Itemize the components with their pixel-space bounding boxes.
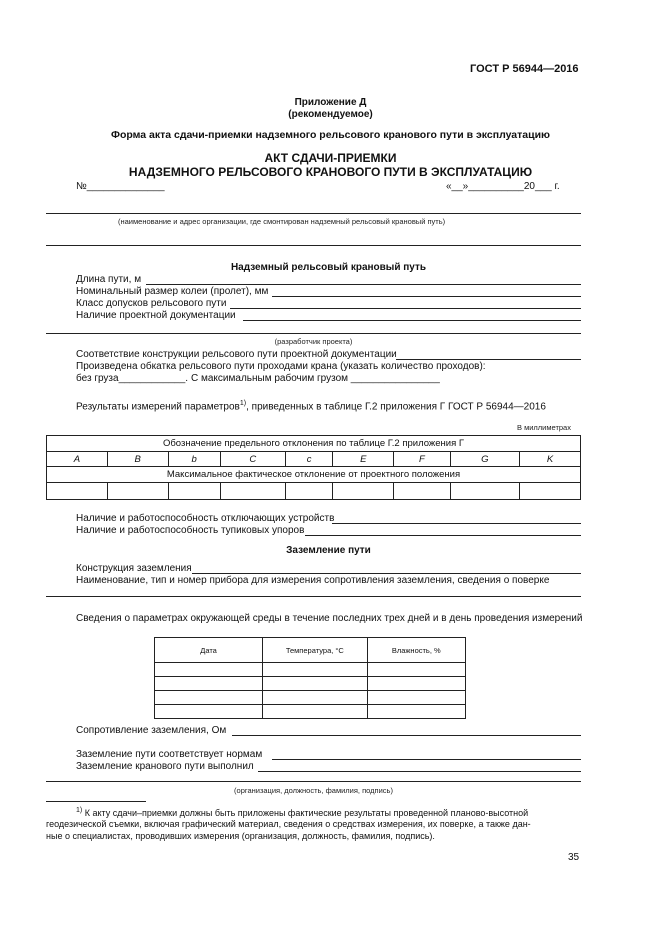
env-col-humidity: Влажность, %	[367, 638, 465, 663]
deviation-subheader: Максимальное фактическое отклонение от проектного положения	[47, 467, 581, 483]
performed-label: Заземление кранового пути выполнил	[76, 761, 254, 772]
appendix-title: Приложение Д	[294, 97, 367, 108]
compliance-label: Соответствие конструкции рельсового пути проектной документации	[76, 349, 397, 360]
env-col-temp: Температура, °С	[263, 638, 367, 663]
env-cell	[367, 691, 465, 705]
org-line-2	[46, 245, 581, 246]
signoff-caption: (организация, должность, фамилия, подпись)	[234, 786, 393, 795]
performed-line	[258, 771, 581, 772]
instrument-label: Наименование, тип и номер прибора для измерения сопротивления заземления, сведения о поверке	[76, 575, 550, 586]
act-title-line1: АКТ СДАЧИ-ПРИЕМКИ	[264, 151, 397, 165]
field-length-line	[146, 284, 581, 285]
value-cell	[520, 483, 581, 500]
act-number: №______________	[76, 181, 165, 192]
act-date: «__»__________20___ г.	[446, 181, 560, 192]
runin-load: С максимальным рабочим грузом ________________	[191, 373, 440, 384]
field-class-line	[230, 308, 581, 309]
devices-line	[332, 523, 581, 524]
col-c-lower: c	[285, 452, 333, 467]
value-cell	[168, 483, 220, 500]
field-gauge-line	[272, 296, 581, 297]
value-cell	[220, 483, 285, 500]
grounding-title: Заземление пути	[286, 545, 371, 556]
act-title-line2: НАДЗЕМНОГО РЕЛЬСОВОГО КРАНОВОГО ПУТИ В ЭКСПЛУАТАЦИЮ	[128, 165, 533, 179]
col-e: E	[333, 452, 394, 467]
env-cell	[367, 677, 465, 691]
col-k: K	[520, 452, 581, 467]
grounding-construction-line	[192, 573, 581, 574]
resistance-label: Сопротивление заземления, Ом	[76, 725, 227, 736]
org-caption: (наименование и адрес организации, где смонтирован надземный рельсовый крановый путь)	[118, 217, 446, 226]
env-cell	[155, 691, 263, 705]
env-cell	[263, 691, 367, 705]
env-col-date: Дата	[155, 638, 263, 663]
units-note: В миллиметрах	[517, 423, 571, 432]
stoppers-line	[305, 535, 581, 536]
field-length-label: Длина пути, м	[76, 274, 142, 285]
value-cell	[450, 483, 519, 500]
complies-line	[272, 759, 581, 760]
value-cell	[394, 483, 450, 500]
env-cell	[263, 677, 367, 691]
environment-text: Сведения о параметрах окружающей среды в течение последних трех дней и в день проведения измерений	[76, 613, 583, 624]
col-a: A	[47, 452, 108, 467]
resistance-line	[232, 735, 581, 736]
value-cell	[107, 483, 168, 500]
col-f: F	[394, 452, 450, 467]
runin-empty: без груза____________.	[76, 373, 189, 384]
value-cell	[333, 483, 394, 500]
env-cell	[263, 663, 367, 677]
page-number: 35	[568, 852, 580, 863]
value-cell	[47, 483, 108, 500]
footnote-line3: ные о специалистах, проводивших измерения (организация, должность, фамилия, подпись).	[46, 831, 435, 841]
developer-line	[46, 333, 581, 334]
env-cell	[263, 705, 367, 719]
env-cell	[367, 663, 465, 677]
env-cell	[155, 705, 263, 719]
field-docs-line	[243, 320, 581, 321]
developer-caption: (разработчик проекта)	[274, 337, 353, 346]
signoff-line	[46, 781, 581, 782]
devices-label: Наличие и работоспособность отключающих устройств	[76, 513, 335, 524]
field-gauge-label: Номинальный размер колеи (пролет), мм	[76, 286, 269, 297]
col-b-upper: B	[107, 452, 168, 467]
complies-label: Заземление пути соответствует нормам	[76, 749, 263, 760]
compliance-line	[396, 359, 581, 360]
footnote-line1: $^{1)}$ К акту сдачи–приемки должны быть приложены фактические результаты проведенной планово-высотной	[76, 807, 529, 818]
env-cell	[155, 663, 263, 677]
instrument-line	[46, 596, 581, 597]
org-line	[46, 213, 581, 214]
footnote-divider	[46, 801, 146, 802]
runin-label: Произведена обкатка рельсового пути проходами крана (указать количество проходов):	[76, 361, 486, 372]
environment-table	[154, 637, 466, 719]
footnote-line2: геодезической съемки, включая графический материал, сведения о средствах измерения, их поверке, а также дан-	[46, 819, 531, 829]
env-cell	[367, 705, 465, 719]
field-docs-label: Наличие проектной документации	[76, 310, 236, 321]
standard-code: ГОСТ Р 56944—2016	[470, 63, 579, 75]
deviation-table	[46, 435, 581, 500]
field-class-label: Класс допусков рельсового пути	[76, 298, 227, 309]
col-g: G	[450, 452, 519, 467]
grounding-construction-label: Конструкция заземления	[76, 563, 192, 574]
deviation-header: Обозначение предельного отклонения по таблице Г.2 приложения Г	[47, 436, 581, 452]
section-track-title: Надземный рельсовый крановый путь	[230, 262, 427, 273]
col-c-upper: C	[220, 452, 285, 467]
form-title: Форма акта сдачи-приемки надземного рельсового кранового пути в эксплуатацию	[110, 129, 551, 141]
value-cell	[285, 483, 333, 500]
appendix-subtitle: (рекомендуемое)	[288, 109, 373, 120]
results-text: Результаты измерений параметров$^{1)}$, приведенных в таблице Г.2 приложения Г ГОСТ Р 56944—2016	[76, 400, 546, 413]
col-b-lower: b	[168, 452, 220, 467]
stoppers-label: Наличие и работоспособность тупиковых упоров	[76, 525, 305, 536]
env-cell	[155, 677, 263, 691]
